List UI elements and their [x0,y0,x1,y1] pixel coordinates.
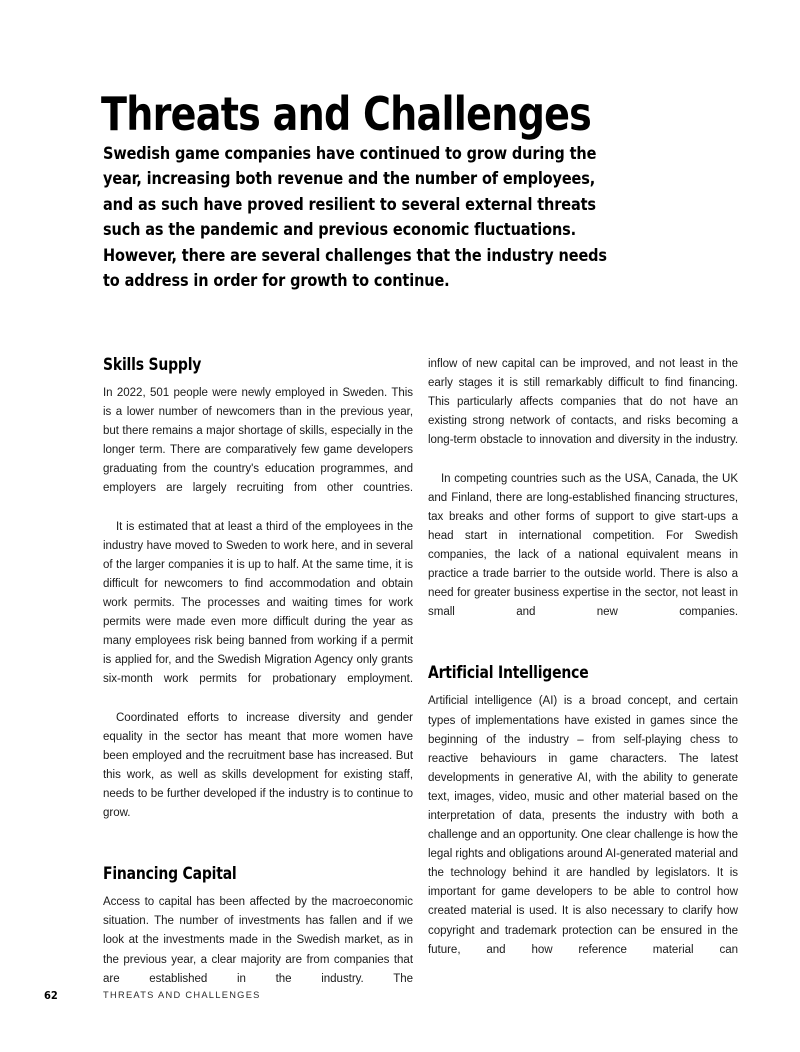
paragraph: Coordinated efforts to increase diversity and gender equality in the sector has meant that more women have been employed and the recruitment base has increased. But this work, as well as skills development for existing staff, needs to be further developed if the industry is to continue to grow. [103,711,413,820]
lead-paragraph: Swedish game companies have continued to grow during the year, increasing both revenue and the number of employees, and as such have proved resilient to several external threats such as the pandemic and previous economic fluctuations. However, there are several challenges that the industry needs to address in order for growth to continue. [103,144,607,291]
paragraph: inflow of new capital can be improved, and not least in the early stages it is still remarkably difficult to find financing. This particularly affects companies that do not have an existing strong network of contacts, and risks becoming a long-term obstacle to innovation and diversity in the industry. [428,358,738,447]
page-number: 62 [44,989,58,1002]
running-head: THREATS AND CHALLENGES [103,990,261,1000]
column-left [103,355,413,1008]
column-right [428,355,738,979]
paragraph: Access to capital has been affected by the macroeconomic situation. The number of investments has fallen and if we look at the investments made in the Swedish market, as in the previous year, a clear majority are from companies that are established in the industry. The [103,896,413,985]
paragraph: It is estimated that at least a third of the employees in the industry have moved to Sweden to work here, and in several of the larger companies it is up to half. At the same time, it is difficult for newcomers to find accommodation and obtain work permits. The processes and waiting times for work permits were made even more difficult during the year as many employees risk being banned from working if a permit is applied for, and the Swedish Migration Agency only grants six-month work permits for probationary employment. [103,520,413,686]
body-columns [103,355,740,985]
paragraph: Artificial intelligence (AI) is a broad concept, and certain types of implementations have existed in games since the beginning of the industry – from self-playing chess to reactive behaviours in game characters. The latest developments in generative AI, with the ability to generate text, images, video, music and other material based on the interpretation of data, presents the industry with both a challenge and an opportunity. One clear challenge is how the legal rights and obligations around AI-generated material and the technology behind it are handled by legislators. It is important for game developers to be able to control how created material is used. It is also necessary to clarify how copyright and trademark protection can be ensured in the future, and how reference material can [428,695,738,956]
page-title: Threats and Challenges [101,86,592,141]
section-heading-artificial-intelligence: Artificial Intelligence [428,663,589,683]
section-heading-skills-supply: Skills Supply [103,355,202,374]
paragraph: In 2022, 501 people were newly employed in Sweden. This is a lower number of newcomers than in the previous year, but there remains a major shortage of skills, especially in the longer term. There are comparatively few game developers graduating from the country's education programmes, and employers are largely recruiting from other countries. [103,387,413,495]
section-heading-financing-capital: Financing Capital [103,864,237,884]
page-footer [44,989,744,1005]
paragraph: In competing countries such as the USA, Canada, the UK and Finland, there are long-established financing structures, tax breaks and other forms of support to give start-ups a head start in international competition. For Swedish companies, the lack of a national equivalent means in practice a trade barrier to the outside world. There is also a need for greater business expertise in the sector, not least in small and new companies. [428,472,738,619]
